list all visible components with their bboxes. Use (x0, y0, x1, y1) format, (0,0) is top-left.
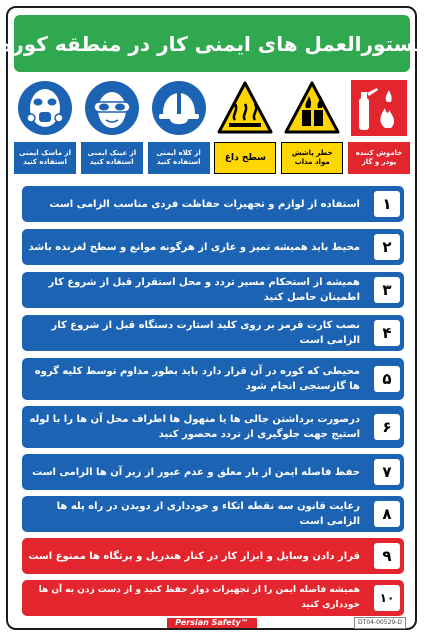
rule-number: ۷ (374, 459, 400, 485)
flammable-warning-icon (284, 80, 340, 136)
rule-item (22, 186, 404, 222)
rule-number: ۳ (374, 277, 400, 303)
rule-item (22, 272, 404, 308)
rule-item (22, 496, 404, 532)
rule-text: همیشه از استحکام مسیر تردد و محل استقرار قبل از شروع کار اطمینان حاصل کنید (48, 277, 360, 303)
rule-text: قرار دادن وسایل و ابزار کار در کنار هندریل و پرتگاه ها ممنوع است (28, 550, 360, 562)
brand-logo: Persian Safety™ (167, 618, 257, 628)
rule-item (22, 538, 404, 574)
rule-text: نصب کارت قرمز بر روی کلید استارت دستگاه قبل از شروع کار الزامی است (51, 320, 360, 346)
sign-fire-extinguisher (348, 80, 410, 176)
rule-text: محیطی که کوره در آن قرار دارد باید بطور مداوم توسط کلیه گروه ها گازسنجی انجام شود (34, 366, 360, 392)
gas-mask-icon (17, 80, 73, 136)
sign-hard-hat (148, 80, 210, 176)
rule-number: ۲ (374, 234, 400, 260)
sign-label: سطح داغ (214, 142, 276, 174)
rule-number: ۸ (374, 501, 400, 527)
rule-text: محیط باید همیشه تمیز و عاری از هرگونه موانع و سطح لغزنده باشد (28, 241, 360, 253)
rule-number: ۱۰ (374, 585, 400, 611)
footer (14, 617, 410, 628)
safety-goggles-icon (84, 80, 140, 136)
sign-label: از ماسک ایمنی استفاده کنید (14, 142, 76, 174)
header-banner (0, 15, 424, 72)
rule-item (22, 406, 404, 448)
rule-item (22, 315, 404, 351)
rule-number: ۱ (374, 191, 400, 217)
sign-label: خطر پاشش مواد مذاب (281, 142, 343, 174)
rule-text: همیشه فاصله ایمن را از تجهیزات دوار حفظ کنید و از دست زدن به آن ها خودداری کنید (38, 585, 360, 610)
rule-number: ۶ (374, 414, 400, 440)
fire-extinguisher-icon (351, 80, 407, 136)
sign-hot-surface (214, 80, 276, 176)
rule-number: ۴ (374, 320, 400, 346)
sign-label: خاموش کننده پودر و گاز (348, 142, 410, 174)
hard-hat-icon (151, 80, 207, 136)
sign-gas-mask (14, 80, 76, 176)
rule-text: حفظ فاصله ایمن از بار معلق و عدم عبور از زیر آن ها الزامی است (32, 466, 360, 478)
rule-item (22, 358, 404, 400)
rule-text: درصورت برداشتن جالی ها یا منهول ها اطراف محل آن ها را با لوله استیج جهت جلوگیری از تردد محصور کنید (29, 414, 360, 440)
rule-number: ۹ (374, 543, 400, 569)
safety-signs-row (14, 80, 410, 176)
sign-label: از کلاه ایمنی استفاده کنید (148, 142, 210, 174)
rule-text: رعایت قانون سه نقطه اتکاء و خودداری از دویدن در راه پله ها الزامی است (56, 501, 360, 527)
sign-label: از عینک ایمنی استفاده کنید (81, 142, 143, 174)
sign-safety-goggles (81, 80, 143, 176)
sign-molten-splash (281, 80, 343, 176)
hot-surface-warning-icon (217, 80, 273, 136)
product-code: DT04-00529-D (354, 617, 406, 629)
rule-number: ۵ (374, 366, 400, 392)
rule-item (22, 229, 404, 265)
page-title: دستورالعمل های ایمنی کار در منطقه کوره (0, 31, 424, 56)
rule-text: استفاده از لوازم و تجهیزات حفاظت فردی مناسب الزامی است (49, 198, 360, 210)
rule-item (22, 454, 404, 490)
rule-item (22, 580, 404, 616)
